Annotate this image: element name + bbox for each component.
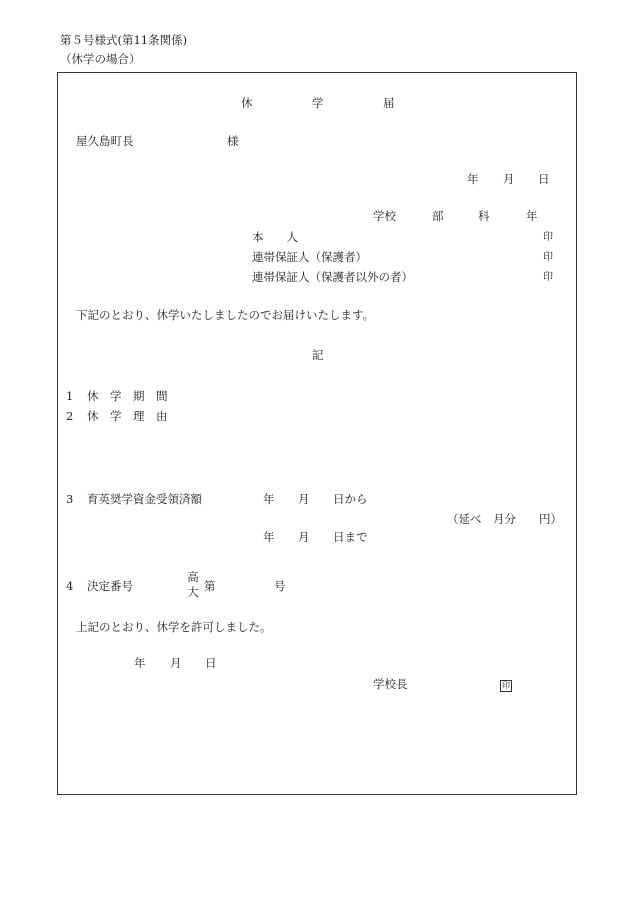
school-label: 学校	[373, 209, 396, 223]
item3-total: （延べ 月分 円）	[447, 512, 562, 526]
approval-text: 上記のとおり、休学を許可しました。	[76, 620, 272, 634]
grade-label: 年	[526, 209, 538, 223]
form-title-char-3: 届	[383, 96, 395, 110]
case-note: （休学の場合）	[60, 52, 141, 66]
date-year: 年	[467, 172, 479, 186]
ki-heading: 記	[312, 348, 324, 362]
item4-label: 決定番号	[87, 579, 133, 593]
addressee: 屋久島町長	[76, 134, 134, 148]
form-title-char-1: 休	[241, 96, 253, 110]
signer-guardian-label: 連帯保証人（保護者）	[252, 250, 367, 264]
body-text: 下記のとおり、休学いたしましたのでお届けいたします。	[76, 308, 375, 322]
signer-self-seal: 印	[543, 232, 553, 243]
item3-to-day: 日まで	[333, 530, 368, 544]
date-month: 月	[503, 172, 515, 186]
approval-month: 月	[170, 656, 182, 670]
item4-num: 4	[66, 579, 74, 593]
item3-from-day: 日から	[333, 492, 368, 506]
item4-dai: 第	[204, 579, 216, 593]
item3-num: 3	[66, 492, 74, 506]
signer-self-label: 本 人	[252, 230, 298, 244]
date-day: 日	[538, 172, 550, 186]
signer-other-seal: 印	[543, 272, 553, 283]
item3-label: 育英奨学資金受領済額	[87, 492, 202, 506]
item1-num: 1	[66, 389, 74, 403]
form-frame	[57, 72, 577, 795]
honorific: 様	[227, 134, 239, 148]
approval-year: 年	[134, 656, 146, 670]
signer-other-label: 連帯保証人（保護者以外の者）	[252, 270, 413, 284]
principal-seal: 印	[502, 681, 510, 690]
department-label: 部	[432, 209, 444, 223]
form-title-char-2: 学	[312, 96, 324, 110]
item3-from-month: 月	[298, 492, 310, 506]
principal-seal-icon	[500, 677, 512, 692]
school-type-univ: 大	[187, 585, 199, 599]
form-number: 第５号様式(第11条関係)	[60, 33, 188, 47]
signer-guardian-seal: 印	[543, 252, 553, 263]
subject-label: 科	[478, 209, 490, 223]
item3-from-year: 年	[263, 492, 275, 506]
item2-num: 2	[66, 409, 74, 423]
item1-label: 休 学 期 間	[87, 389, 168, 403]
item2-label: 休 学 理 由	[87, 409, 168, 423]
item3-to-year: 年	[263, 530, 275, 544]
principal-label: 学校長	[373, 677, 408, 691]
item4-go: 号	[274, 579, 286, 593]
school-type-stack	[186, 570, 200, 600]
approval-day: 日	[205, 656, 217, 670]
item3-to-month: 月	[298, 530, 310, 544]
school-type-high: 高	[187, 570, 199, 584]
